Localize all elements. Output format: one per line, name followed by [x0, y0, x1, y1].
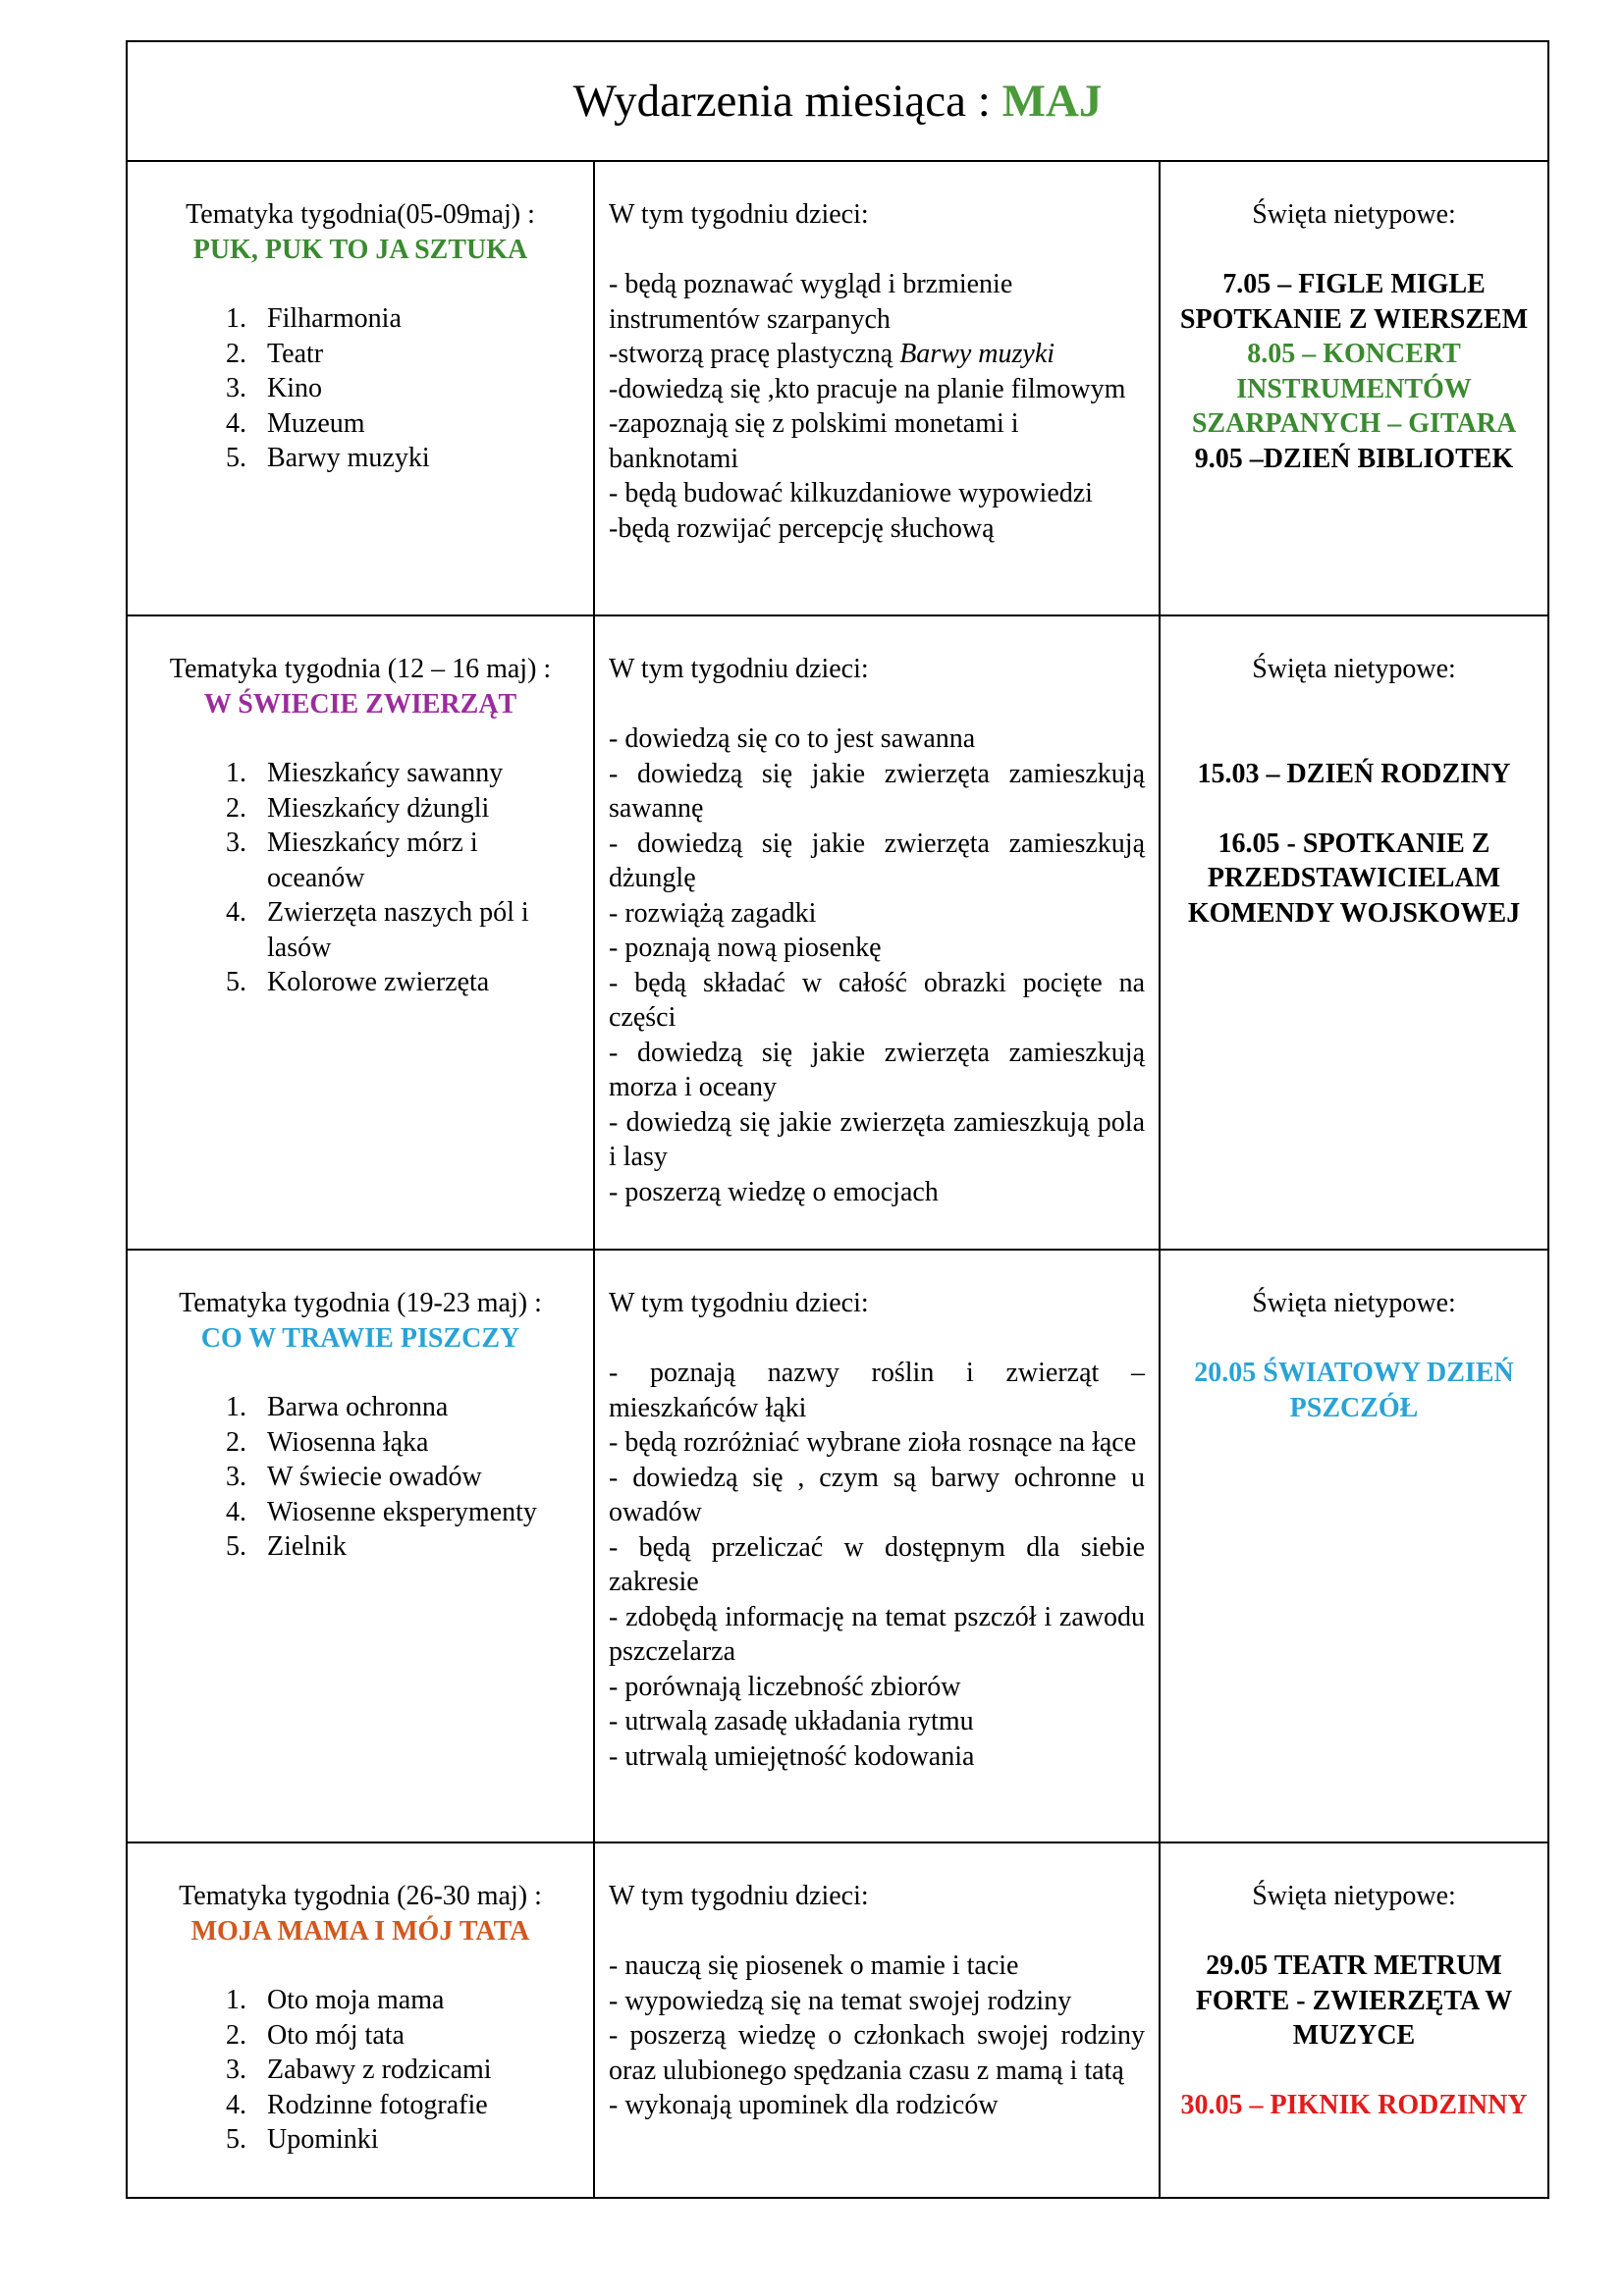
list-item: 3. Kino	[253, 371, 579, 406]
events-document	[126, 40, 1547, 2199]
week-theme-cell	[127, 1250, 594, 1842]
week-row	[127, 1842, 1548, 2198]
week-theme: CO W TRAWIE PISZCZY	[200, 1322, 520, 1354]
week-heading: Tematyka tygodnia (19-23 maj) :	[179, 1288, 542, 1318]
activities-heading: W tym tygodniu dzieci:	[609, 1288, 869, 1318]
holidays-heading: Święta nietypowe:	[1252, 654, 1456, 684]
week-theme-cell	[127, 161, 594, 615]
activity-item: - dowiedzą się co to jest sawanna	[609, 723, 976, 754]
activity-item	[609, 337, 1145, 372]
activity-item: - poznają nazwy roślin i zwierząt – mieszkańców łąki	[609, 1358, 1145, 1423]
activity-item: - utrwalą umiejętność kodowania	[609, 1740, 975, 1772]
holidays-cell	[1160, 1842, 1548, 2198]
activity-item: - wypowiedzą się na temat swojej rodziny	[609, 1985, 1072, 2016]
activity-item: - rozwiążą zagadki	[609, 897, 817, 929]
activity-item: - nauczą się piosenek o mamie i tacie	[609, 1950, 1019, 1981]
list-item: 4. Muzeum	[253, 406, 579, 442]
list-item: 4. Zwierzęta naszych pól i lasów	[253, 895, 579, 965]
list-item: 2. Teatr	[253, 337, 579, 372]
week-theme: W ŚWIECIE ZWIERZĄT	[203, 688, 517, 720]
list-item: 1. Oto moja mama	[253, 1983, 579, 2018]
list-item: 2. Mieszkańcy dżungli	[253, 791, 579, 827]
title-month: MAJ	[1001, 76, 1103, 127]
event-item: 8.05 – KONCERT INSTRUMENTÓW SZARPANYCH – GITARA	[1191, 339, 1517, 439]
holidays-heading: Święta nietypowe:	[1252, 1288, 1456, 1318]
activity-item: - dowiedzą się , czym są barwy ochronne u owadów	[609, 1462, 1145, 1527]
activity-item: - porównają liczebność zbiorów	[609, 1671, 961, 1702]
event-item: 9.05 –DZIEŃ BIBLIOTEK	[1194, 443, 1514, 474]
activity-text: -stworzą pracę plastyczną	[609, 339, 900, 369]
holidays-cell	[1160, 1250, 1548, 1842]
activity-item: - utrwalą zasadę układania rytmu	[609, 1706, 974, 1736]
event-item: 15.03 – DZIEŃ RODZINY	[1197, 758, 1511, 789]
week-theme-cell	[127, 615, 594, 1250]
event-item: 29.05 TEATR METRUM FORTE - ZWIERZĘTA W MUZYCE	[1195, 1950, 1513, 2051]
list-item: 2. Wiosenna łąka	[253, 1425, 579, 1461]
list-item: 5. Upominki	[253, 2122, 579, 2158]
topic-list	[141, 1983, 579, 2158]
holidays-heading: Święta nietypowe:	[1252, 199, 1456, 230]
activities-heading: W tym tygodniu dzieci:	[609, 1881, 869, 1911]
week-heading: Tematyka tygodnia(05-09maj) :	[186, 199, 535, 230]
week-row	[127, 161, 1548, 615]
topic-list	[141, 301, 579, 476]
event-item: 30.05 – PIKNIK RODZINNY	[1180, 2090, 1528, 2120]
list-item: 1. Filharmonia	[253, 301, 579, 337]
week-theme: PUK, PUK TO JA SZTUKA	[192, 234, 528, 265]
holidays-cell	[1160, 161, 1548, 615]
activity-item: -będą rozwijać percepcję słuchową	[609, 512, 995, 544]
activity-item: - dowiedzą się jakie zwierzęta zamieszkują morza i oceany	[609, 1037, 1145, 1102]
week-heading: Tematyka tygodnia (12 – 16 maj) :	[169, 654, 552, 684]
week-theme: MOJA MAMA I MÓJ TATA	[190, 1915, 530, 1947]
list-item: 5. Kolorowe zwierzęta	[253, 965, 579, 1000]
page-title	[573, 76, 1103, 127]
list-item: 1. Barwa ochronna	[253, 1390, 579, 1425]
title-prefix: Wydarzenia miesiąca :	[572, 76, 1002, 127]
events-table	[126, 40, 1549, 2199]
holidays-cell	[1160, 615, 1548, 1250]
week-heading: Tematyka tygodnia (26-30 maj) :	[179, 1881, 542, 1911]
activity-italic-text: Barwy muzyki	[899, 339, 1055, 369]
week-theme-cell	[127, 1842, 594, 2198]
activities-cell	[594, 161, 1160, 615]
activity-item: - będą budować kilkuzdaniowe wypowiedzi	[609, 478, 1093, 508]
list-item: 4. Rodzinne fotografie	[253, 2088, 579, 2123]
activities-heading: W tym tygodniu dzieci:	[609, 654, 869, 684]
activity-item: - dowiedzą się jakie zwierzęta zamieszkują sawannę	[609, 758, 1145, 824]
activities-cell	[594, 1842, 1160, 2198]
activity-item: - poznają nową piosenkę	[609, 933, 882, 963]
activity-item: - dowiedzą się jakie zwierzęta zamieszkują dżunglę	[609, 828, 1145, 893]
activity-item: - wykonają upominek dla rodziców	[609, 2090, 999, 2120]
activity-item: - będą przeliczać w dostępnym dla siebie zakresie	[609, 1531, 1145, 1597]
week-row	[127, 1250, 1548, 1842]
topic-list	[141, 756, 579, 1000]
activity-item: -dowiedzą się ,kto pracuje na planie filmowym	[609, 373, 1126, 404]
title-cell	[127, 41, 1548, 161]
activities-cell	[594, 1250, 1160, 1842]
activity-item: - będą składać w całość obrazki pocięte na części	[609, 967, 1145, 1033]
activity-item: - dowiedzą się jakie zwierzęta zamieszkują pola i lasy	[609, 1106, 1145, 1172]
list-item: 3. Mieszkańcy mórz i oceanów	[253, 826, 579, 895]
activity-item: - zdobędą informację na temat pszczół i zawodu pszczelarza	[609, 1601, 1145, 1667]
list-item: 3. Zabawy z rodzicami	[253, 2053, 579, 2088]
list-item: 3. W świecie owadów	[253, 1460, 579, 1495]
activity-item: -zapoznają się z polskimi monetami i banknotami	[609, 408, 1019, 474]
event-item: 16.05 - SPOTKANIE Z PRZEDSTAWICIELAM KOMENDY WOJSKOWEJ	[1187, 828, 1521, 929]
title-row	[127, 41, 1548, 161]
activities-heading: W tym tygodniu dzieci:	[609, 199, 869, 230]
activity-item: - będą poznawać wygląd i brzmienie instrumentów szarpanych	[609, 269, 1013, 335]
list-item: 5. Barwy muzyki	[253, 441, 579, 476]
activities-cell	[594, 615, 1160, 1250]
list-item: 2. Oto mój tata	[253, 2018, 579, 2054]
list-item: 5. Zielnik	[253, 1529, 579, 1565]
activity-item: - poszerzą wiedzę o członkach swojej rodziny oraz ulubionego spędzania czasu z mamą i tatą	[609, 2020, 1145, 2086]
holidays-heading: Święta nietypowe:	[1252, 1881, 1456, 1911]
topic-list	[141, 1390, 579, 1565]
week-row	[127, 615, 1548, 1250]
list-item: 4. Wiosenne eksperymenty	[253, 1495, 579, 1530]
event-item: 7.05 – FIGLE MIGLE SPOTKANIE Z WIERSZEM	[1179, 269, 1529, 335]
activity-item: - będą rozróżniać wybrane zioła rosnące na łące	[609, 1427, 1137, 1458]
list-item: 1. Mieszkańcy sawanny	[253, 756, 579, 791]
activity-item: - poszerzą wiedzę o emocjach	[609, 1176, 939, 1207]
event-item: 20.05 ŚWIATOWY DZIEŃ PSZCZÓŁ	[1194, 1358, 1514, 1423]
